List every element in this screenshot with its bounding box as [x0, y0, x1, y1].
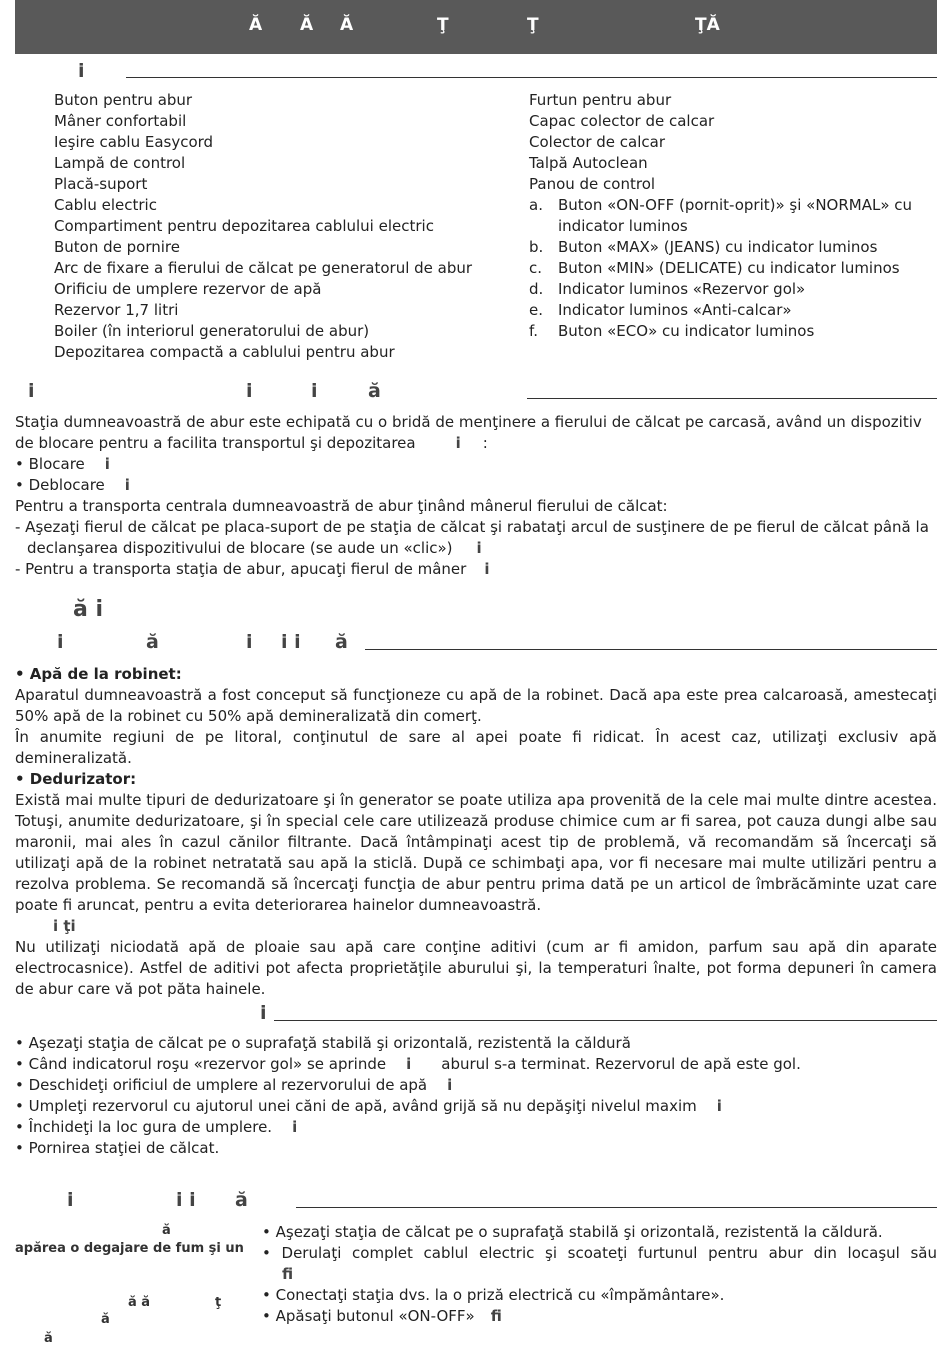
list-item: Buton de pornire — [54, 238, 180, 256]
list-item: Capac colector de calcar — [529, 112, 715, 130]
figure-ref: i — [476, 539, 482, 557]
list-item: Panou de control — [529, 175, 656, 193]
list-item: Buton pentru abur — [54, 91, 193, 109]
list-item: Arc de fixare a fierului de călcat pe generatorul de abur — [54, 259, 473, 277]
side-note-text: apărea o degajare de fum şi un — [15, 1241, 244, 1256]
list-item: Orificiu de umplere rezervor de apă — [54, 280, 322, 298]
water-subheading: ă — [146, 631, 159, 653]
control-panel-item: b. Buton «MAX» (JEANS) cu indicator luminos — [529, 238, 878, 256]
water-subheading: i — [57, 631, 64, 653]
list-item: • Deschideţi orificiul de umplere al rezervorului de apă i — [15, 1076, 453, 1094]
side-note-glyph: ă — [162, 1223, 171, 1238]
figure-ref: i — [716, 1097, 722, 1115]
usage-heading: i — [67, 1189, 74, 1211]
bullet-lock: • Blocare i — [15, 455, 110, 473]
section-divider — [296, 1207, 937, 1208]
step-line: declanşarea dispozitivului de blocare (se aude un «clic») i — [27, 539, 482, 557]
list-item: Lampă de control — [54, 154, 186, 172]
parts-list-left — [54, 90, 514, 363]
banner-glyph: Ă — [249, 15, 263, 35]
paragraph-line: de blocare pentru a facilita transportul şi depozitarea i : — [15, 434, 488, 452]
list-item: • Pornirea staţiei de călcat. — [15, 1139, 220, 1157]
control-panel-item: c. Buton «MIN» (DELICATE) cu indicator luminos — [529, 259, 900, 277]
parts-heading: i — [78, 60, 85, 82]
water-subheading: ă — [335, 631, 348, 653]
paragraph-line: Staţia dumneavoastră de abur este echipată cu o bridă de menţinere a fierului de călcat pe carcasă, având un dispozitiv — [15, 413, 922, 431]
transport-heading: i — [246, 380, 253, 402]
transport-heading: ă — [368, 380, 381, 402]
figure-ref: i — [484, 560, 490, 578]
side-note-glyph: ă — [101, 1312, 110, 1327]
side-note-glyph: ă ă — [128, 1295, 151, 1310]
coast-text: În anumite regiuni de pe litoral, conţinutul de sare al apei poate fi ridicat. În acest caz, utilizaţi exclusiv apă demineralizată. — [15, 728, 937, 767]
banner-glyph: Ţ — [527, 15, 539, 35]
transport-heading: i — [28, 380, 35, 402]
list-item: • Închideţi la loc gura de umplere. i — [15, 1118, 298, 1136]
section-divider — [126, 77, 937, 78]
usage-heading: i i — [176, 1189, 196, 1211]
usage-list — [262, 1222, 937, 1327]
list-item: Cablu electric — [54, 196, 157, 214]
tap-text: Aparatul dumneavoastră a fost conceput să funcţioneze cu apă de la robinet. Dacă apa este prea calcaroasă, amestecaţi 50% apă de la robinet cu 50% apă demineralizată din comerţ. — [15, 686, 937, 725]
list-item: • Apăsaţi butonul «ON-OFF» fi — [262, 1307, 502, 1325]
figure-ref: i — [455, 434, 461, 452]
banner-glyph: Ţ — [437, 15, 449, 35]
step-line: - Aşezaţi fierul de călcat pe placa-suport de pe staţia de călcat şi rabataţi arcul de susţinere de pe fierul de călcat până la — [15, 518, 929, 536]
list-item: • Umpleţi rezervorul cu ajutorul unei căni de apă, având grijă să nu depăşiţi nivelul maxim i — [15, 1097, 722, 1115]
softener-title: • Dedurizator: — [15, 770, 137, 788]
filling-list — [15, 1033, 937, 1159]
list-item: Compartiment pentru depozitarea cablului electric — [54, 217, 434, 235]
water-subheading: i — [246, 631, 253, 653]
parts-list-right — [529, 90, 937, 342]
transport-body — [15, 412, 945, 580]
control-panel-item: d. Indicator luminos «Rezervor gol» — [529, 280, 806, 298]
warning-text: Nu utilizaţi niciodată apă de ploaie sau apă care conţine aditivi (cum ar fi amidon, parfum sau apă din aparate electrocasnice). Astfel de aditivi pot afecta proprietăţile aburului şi, la temperaturi înalte, pot forma depuneri în camera de abur care vă pot păta hainele. — [15, 938, 937, 998]
list-item-continued: fi — [282, 1265, 294, 1283]
list-item: Ieşire cablu Easycord — [54, 133, 214, 151]
list-item: Boiler (în interiorul generatorului de abur) — [54, 322, 370, 340]
water-subheading: i i — [281, 631, 301, 653]
list-item: • Conectaţi staţia dvs. la o priză electrică cu «împământare». — [262, 1286, 725, 1304]
figure-ref: i — [406, 1055, 412, 1073]
list-item: Placă-suport — [54, 175, 148, 193]
figure-ref: i — [104, 455, 110, 473]
figure-ref: i — [447, 1076, 453, 1094]
bullet-unlock: • Deblocare i — [15, 476, 130, 494]
list-item: • Aşezaţi staţia de călcat pe o suprafaţă stabilă şi orizontală, rezistentă la căldură. — [262, 1223, 883, 1241]
control-panel-item-continued: indicator luminos — [558, 217, 688, 235]
step-line: - Pentru a transporta staţia de abur, apucaţi fierul de mâner i — [15, 560, 490, 578]
banner-glyph: ŢĂ — [695, 15, 720, 35]
list-item: Furtun pentru abur — [529, 91, 672, 109]
water-body — [15, 664, 937, 1000]
banner-glyph: Ă — [300, 15, 314, 35]
warning-title: i ţi — [53, 917, 76, 935]
section-divider — [274, 1020, 937, 1021]
control-panel-item: e. Indicator luminos «Anti-calcar» — [529, 301, 792, 319]
list-item: Talpă Autoclean — [529, 154, 648, 172]
section-divider — [527, 398, 937, 399]
side-note-glyph: ă — [44, 1331, 53, 1346]
control-panel-item: f. Buton «ECO» cu indicator luminos — [529, 322, 815, 340]
list-item: • Aşezaţi staţia de călcat pe o suprafaţă stabilă şi orizontală, rezistentă la căldură — [15, 1034, 631, 1052]
tap-title: • Apă de la robinet: — [15, 665, 182, 683]
figure-ref: fi — [490, 1307, 502, 1325]
list-item: • Când indicatorul roşu «rezervor gol» se aprinde i aburul s-a terminat. Rezervorul de apă este gol. — [15, 1055, 801, 1073]
section-divider — [365, 649, 937, 650]
list-item: • Derulaţi complet cablul electric şi scoateţi furtunul pentru abur din locaşul său — [262, 1244, 937, 1262]
list-item: Depozitarea compactă a cablului pentru abur — [54, 343, 395, 361]
usage-heading: ă — [235, 1189, 248, 1211]
list-item: Mâner confortabil — [54, 112, 187, 130]
figure-ref: i — [292, 1118, 298, 1136]
banner-glyph: Ă — [340, 15, 354, 35]
paragraph-line: Pentru a transporta centrala dumneavoastră de abur ţinând mânerul fierului de călcat: — [15, 497, 668, 515]
transport-heading: i — [311, 380, 318, 402]
control-panel-item: a. Buton «ON-OFF (pornit-oprit)» şi «NORMAL» cu — [529, 196, 913, 214]
header-banner — [15, 0, 937, 54]
figure-ref: i — [124, 476, 130, 494]
softener-text: Există mai multe tipuri de dedurizatoare şi în generator se poate utiliza apa provenită de la cele mai multe dintre acestea. Totuşi, anumite dedurizatoare, şi în special cele care utilizează produse chimice cum ar fi sarea, pot cauza dungi albe sau maronii, mai ales în cazul cănilor filtrante. Dacă întâmpinaţi acest tip de problemă, vă recomandăm să încercaţi să utilizaţi apă de la robinet netratată sau apă la sticlă. După ce schimbaţi apa, vor fi necesare mai multe utilizări pentru a rezolva problema. Se recomandă să încercaţi funcţia de abur pentru prima dată pe un articol de îmbrăcăminte uzat care poate fi aruncat, pentru a evita deteriorarea hainelor dumneavoastră. — [15, 791, 937, 914]
water-title: ă i — [73, 597, 104, 622]
list-item: Colector de calcar — [529, 133, 666, 151]
filling-heading: i — [260, 1002, 267, 1024]
side-note-glyph: ţ — [215, 1295, 222, 1310]
list-item: Rezervor 1,7 litri — [54, 301, 179, 319]
